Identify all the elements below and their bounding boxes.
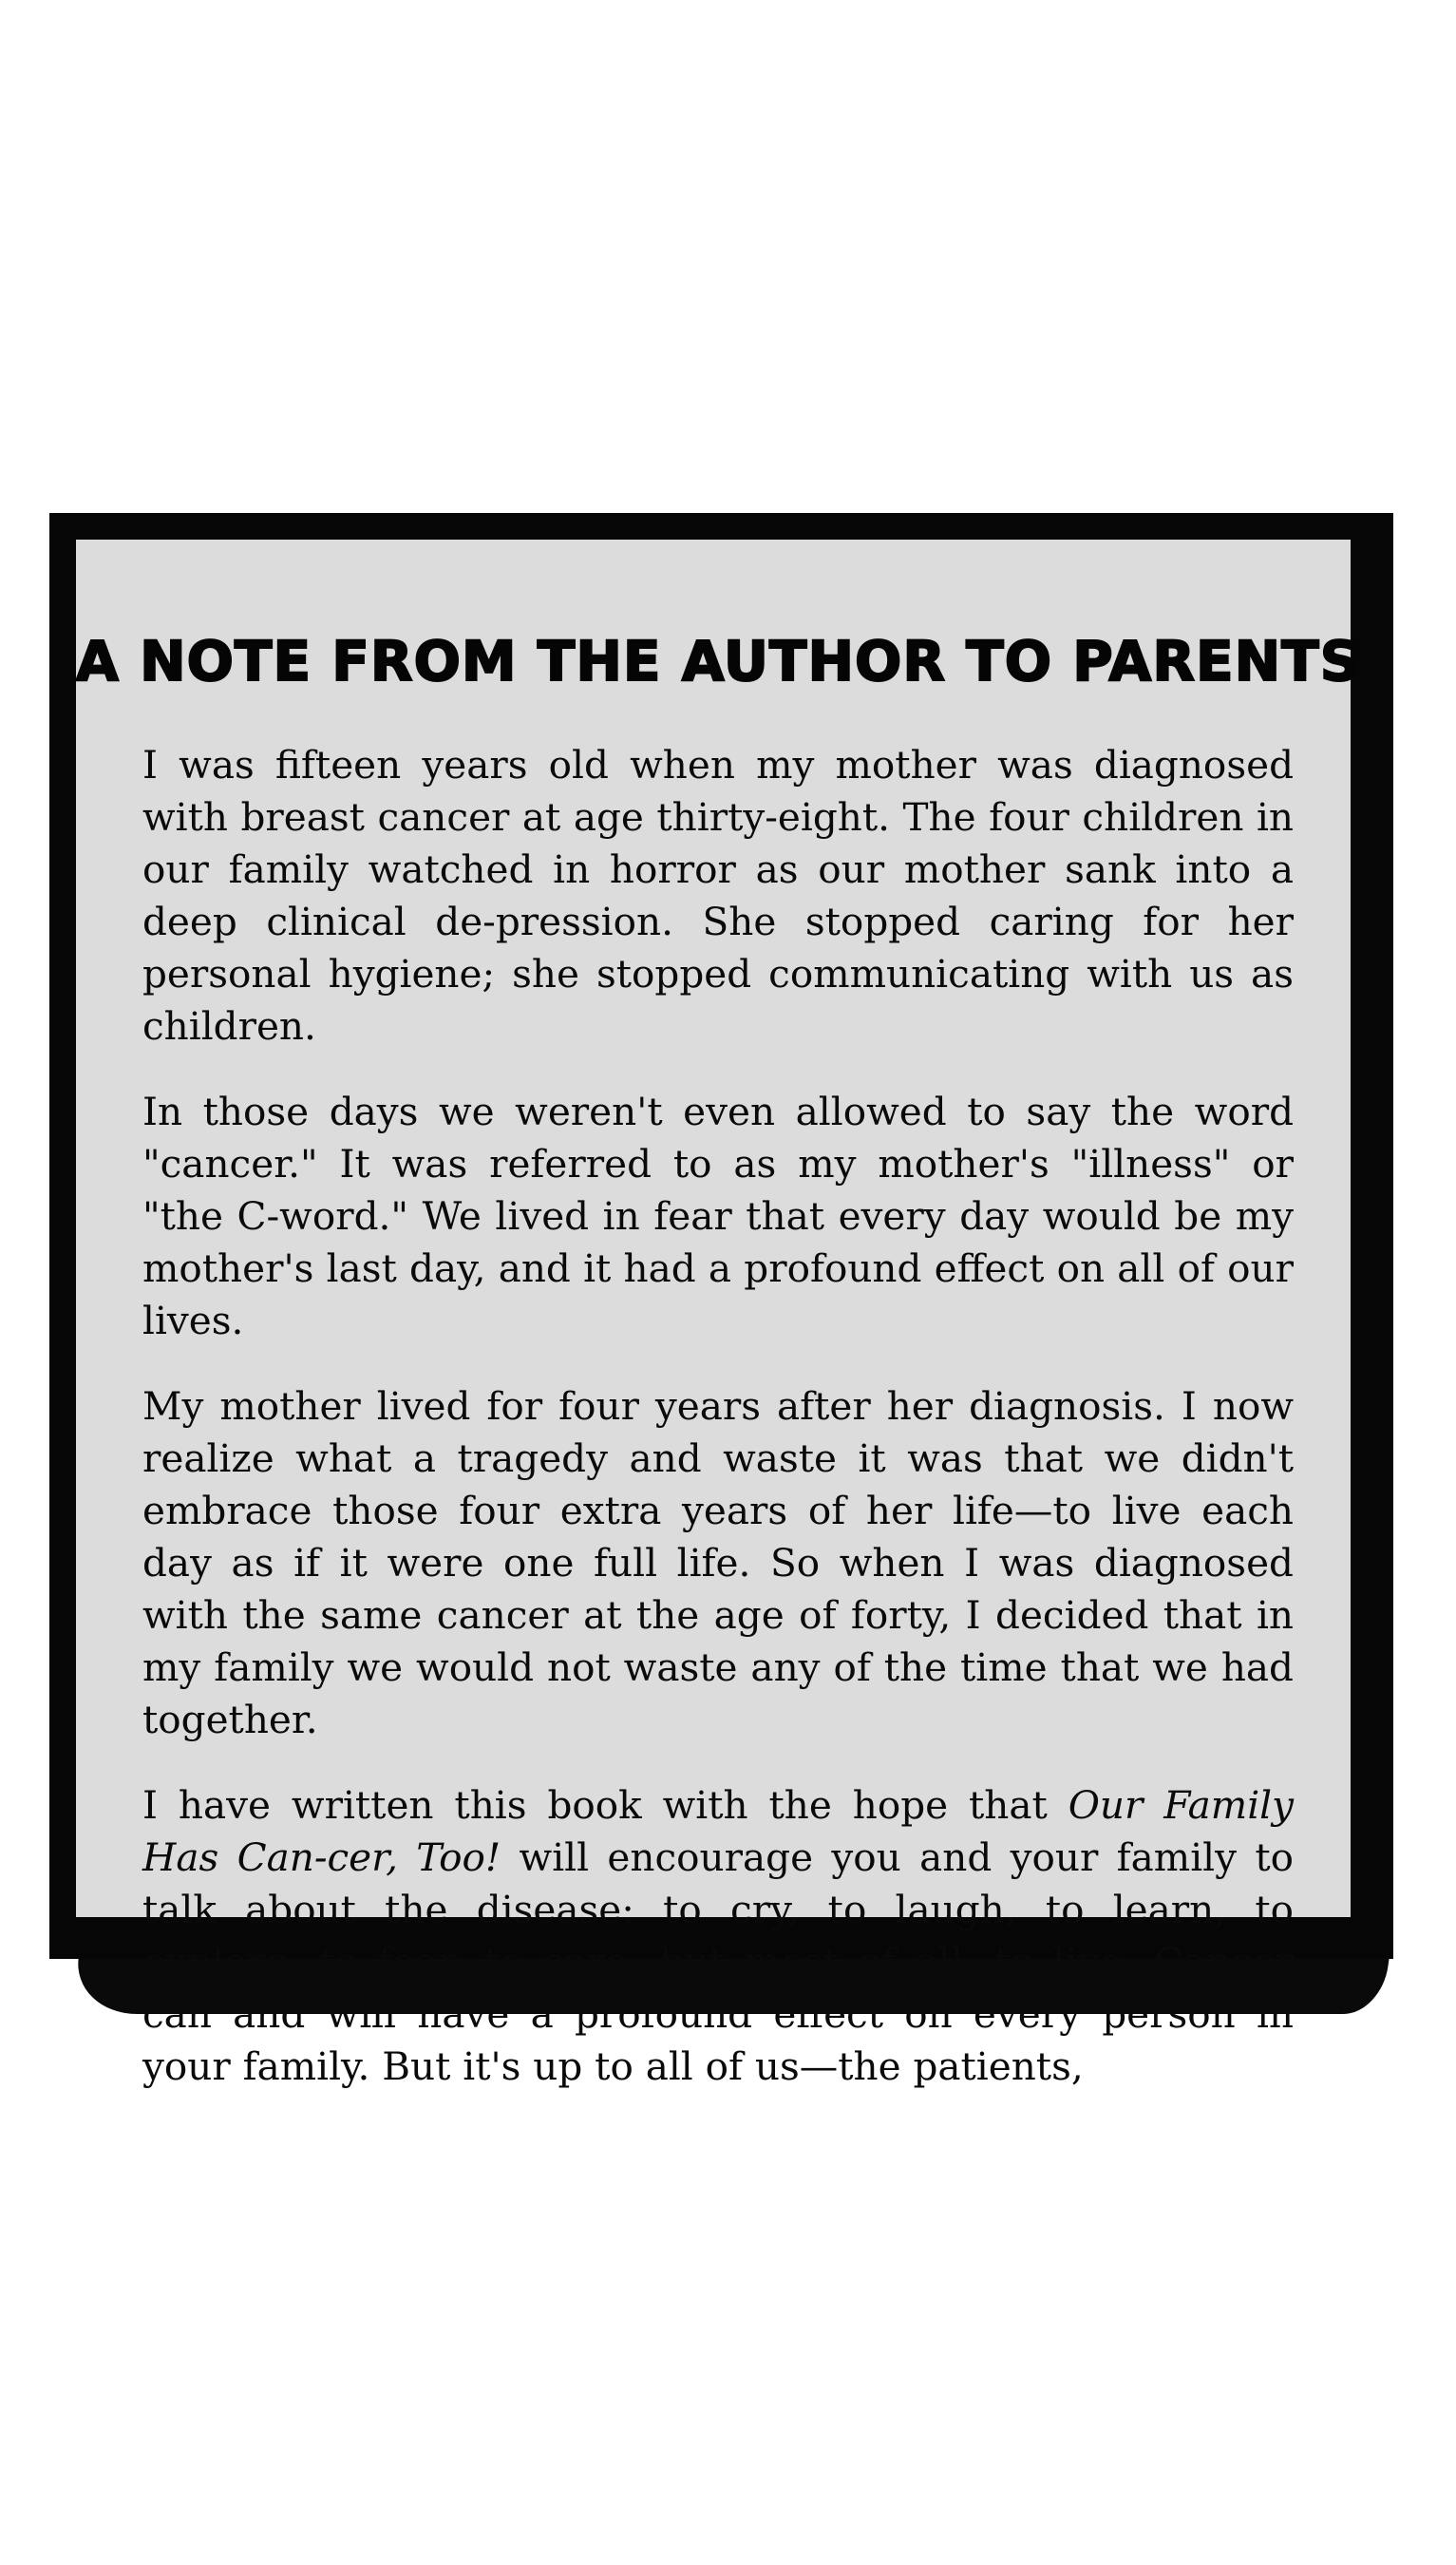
paragraph-3: My mother lived for four years after her diagnosis. I now realize what a tragedy and waste it was that we didn't embrace those four extra years of her life—to live each day as if it were one full life. So when I was diagnosed with the same cancer at the age of forty, I decided that in my family we would not waste any of the time that we had together. <box>142 1383 1294 1742</box>
paragraph-4 <box>142 1779 1294 2093</box>
note-body <box>142 739 1294 2126</box>
paragraph-1: I was fifteen years old when my mother was diagnosed with breast cancer at age thirty-eight. The four children in our family watched in horror as our mother sank into a deep clinical de-pression. She stopped caring for her personal hygiene; she stopped communicating with us as children. <box>142 742 1294 1049</box>
paragraph-4-after: will encourage you and your family to talk about the disease: to cry, to laugh, to learn, to explore, to fear, to care, but most of all, to live. Cancer can and will have a profound effect on every person in your family. But it's up to all of us—the patients, <box>142 1834 1294 2089</box>
note-heading: A NOTE FROM THE AUTHOR TO PARENTS <box>76 629 1361 694</box>
paragraph-4-before: I have written this book with the hope that <box>142 1782 1068 1828</box>
note-frame <box>49 513 1393 2089</box>
book-title: Our Family Has Can-cer, Too! <box>142 1782 1294 1880</box>
paragraph-2: In those days we weren't even allowed to say the word "cancer." It was referred to as my mother's "illness" or "the C-word." We lived in fear that every day would be my mother's last day, and it had a profound effect on all of our lives. <box>142 1089 1294 1343</box>
note-panel <box>76 540 1361 2089</box>
